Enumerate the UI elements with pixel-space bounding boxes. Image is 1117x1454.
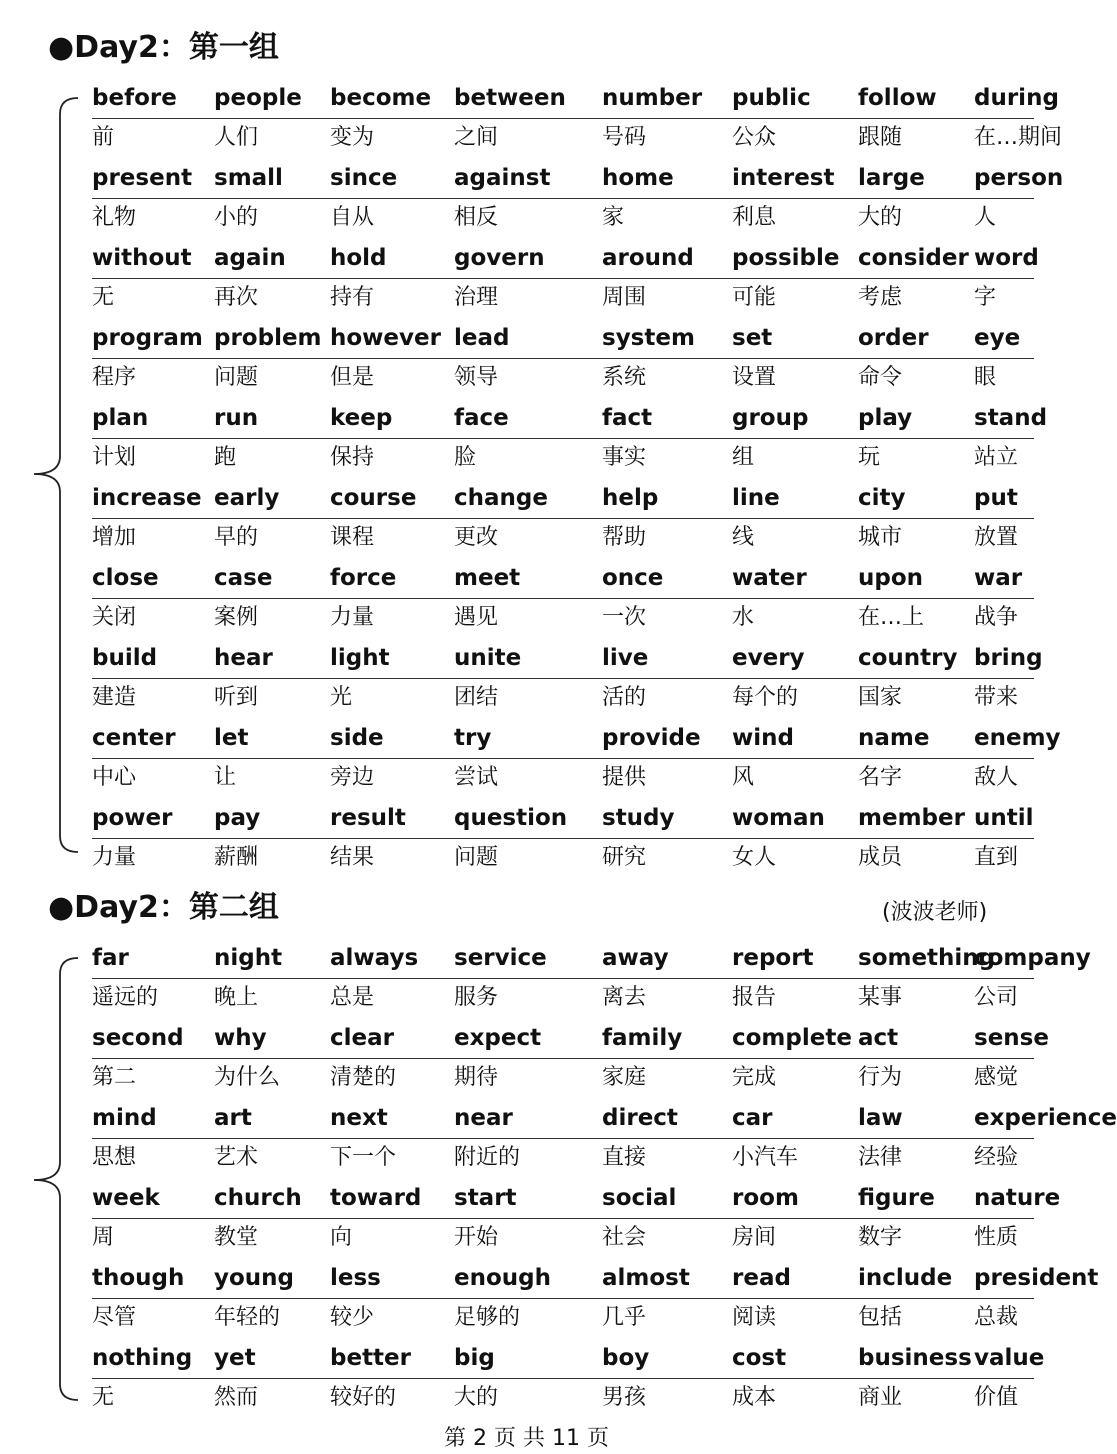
chinese-meaning: 案例 [214, 605, 259, 630]
english-word: possible [732, 245, 840, 271]
chinese-meaning: 然而 [214, 1385, 259, 1410]
chinese-meaning: 团结 [454, 685, 499, 710]
english-word: live [602, 645, 649, 671]
english-word: art [214, 1105, 252, 1131]
chinese-meaning: 人 [974, 205, 997, 230]
english-word: name [858, 725, 930, 751]
chinese-meaning: 在…上 [858, 605, 925, 630]
chinese-meaning: 水 [732, 605, 755, 630]
english-word: family [602, 1025, 683, 1051]
english-word: set [732, 325, 773, 351]
chinese-meaning: 大的 [858, 205, 903, 230]
chinese-meaning: 感觉 [974, 1065, 1019, 1090]
chinese-meaning: 尝试 [454, 765, 499, 790]
chinese-meaning: 一次 [602, 605, 647, 630]
english-word: since [330, 165, 398, 191]
english-word: case [214, 565, 273, 591]
english-word: read [732, 1265, 791, 1291]
chinese-meaning: 艺术 [214, 1145, 259, 1170]
english-word: upon [858, 565, 924, 591]
english-word-row [92, 798, 1034, 839]
chinese-meaning: 考虑 [858, 285, 903, 310]
chinese-meaning: 家 [602, 205, 625, 230]
english-word: people [214, 85, 302, 111]
english-word: room [732, 1185, 799, 1211]
english-word: play [858, 405, 913, 431]
chinese-meaning: 计划 [92, 445, 137, 470]
chinese-meaning-row [92, 1298, 1034, 1338]
english-word: word [974, 245, 1039, 271]
english-word: figure [858, 1185, 935, 1211]
english-word: yet [214, 1345, 256, 1371]
english-word: put [974, 485, 1018, 511]
english-word: provide [602, 725, 701, 751]
chinese-meaning: 尽管 [92, 1305, 137, 1330]
group1-brace-icon [28, 96, 88, 856]
english-word: line [732, 485, 780, 511]
chinese-meaning: 更改 [454, 525, 499, 550]
chinese-meaning: 自从 [330, 205, 375, 230]
chinese-meaning: 脸 [454, 445, 477, 470]
english-word: early [214, 485, 280, 511]
english-word: always [330, 945, 419, 971]
chinese-meaning: 女人 [732, 845, 777, 870]
chinese-meaning: 跑 [214, 445, 237, 470]
english-word: side [330, 725, 384, 751]
chinese-meaning: 男孩 [602, 1385, 647, 1410]
chinese-meaning: 报告 [732, 985, 777, 1010]
english-word: night [214, 945, 283, 971]
chinese-meaning: 组 [732, 445, 755, 470]
english-word: group [732, 405, 809, 431]
chinese-meaning: 前 [92, 125, 115, 150]
chinese-meaning: 经验 [974, 1145, 1019, 1170]
chinese-meaning: 提供 [602, 765, 647, 790]
chinese-meaning: 完成 [732, 1065, 777, 1090]
english-word: face [454, 405, 509, 431]
chinese-meaning: 相反 [454, 205, 499, 230]
chinese-meaning: 行为 [858, 1065, 903, 1090]
chinese-meaning-row [92, 1058, 1034, 1098]
english-word: enemy [974, 725, 1061, 751]
english-word: number [602, 85, 703, 111]
chinese-meaning: 让 [214, 765, 237, 790]
english-word: away [602, 945, 669, 971]
english-word: system [602, 325, 695, 351]
english-word: consider [858, 245, 969, 271]
english-word: build [92, 645, 158, 671]
english-word-row [92, 318, 1034, 359]
english-word: present [92, 165, 193, 191]
chinese-meaning: 问题 [214, 365, 259, 390]
chinese-meaning: 遇见 [454, 605, 499, 630]
chinese-meaning: 再次 [214, 285, 259, 310]
english-word: close [92, 565, 159, 591]
english-word: public [732, 85, 811, 111]
chinese-meaning-row [92, 518, 1034, 558]
chinese-meaning: 年轻的 [214, 1305, 281, 1330]
english-word: course [330, 485, 417, 511]
chinese-meaning: 思想 [92, 1145, 137, 1170]
chinese-meaning: 礼物 [92, 205, 137, 230]
chinese-meaning: 期待 [454, 1065, 499, 1090]
english-word: increase [92, 485, 202, 511]
chinese-meaning: 国家 [858, 685, 903, 710]
chinese-meaning: 之间 [454, 125, 499, 150]
chinese-meaning: 人们 [214, 125, 259, 150]
chinese-meaning: 数字 [858, 1225, 903, 1250]
chinese-meaning: 价值 [974, 1385, 1019, 1410]
english-word: against [454, 165, 551, 191]
chinese-meaning: 研究 [602, 845, 647, 870]
english-word: without [92, 245, 192, 271]
english-word-row [92, 1338, 1045, 1379]
chinese-meaning: 早的 [214, 525, 259, 550]
chinese-meaning: 战争 [974, 605, 1019, 630]
english-word-row [92, 1258, 1099, 1299]
english-word: enough [454, 1265, 551, 1291]
chinese-meaning: 增加 [92, 525, 137, 550]
chinese-meaning: 小汽车 [732, 1145, 799, 1170]
english-word: force [330, 565, 397, 591]
english-word: start [454, 1185, 517, 1211]
chinese-meaning-row [92, 118, 1063, 158]
chinese-meaning: 性质 [974, 1225, 1019, 1250]
english-word: though [92, 1265, 185, 1291]
english-word: service [454, 945, 547, 971]
chinese-meaning: 周 [92, 1225, 115, 1250]
chinese-meaning-row [92, 598, 1034, 638]
chinese-meaning: 成员 [858, 845, 903, 870]
chinese-meaning: 保持 [330, 445, 375, 470]
english-word: meet [454, 565, 521, 591]
chinese-meaning: 成本 [732, 1385, 777, 1410]
chinese-meaning: 利息 [732, 205, 777, 230]
english-word: become [330, 85, 432, 111]
english-word: car [732, 1105, 773, 1131]
english-word: next [330, 1105, 388, 1131]
chinese-meaning: 站立 [974, 445, 1019, 470]
chinese-meaning-row [92, 358, 1034, 398]
english-word: expect [454, 1025, 542, 1051]
english-word: water [732, 565, 807, 591]
chinese-meaning: 较好的 [330, 1385, 397, 1410]
chinese-meaning: 力量 [92, 845, 137, 870]
english-word: mind [92, 1105, 157, 1131]
english-word: plan [92, 405, 149, 431]
chinese-meaning: 玩 [858, 445, 881, 470]
english-word: nothing [92, 1345, 193, 1371]
english-word: let [214, 725, 249, 751]
english-word: direct [602, 1105, 678, 1131]
chinese-meaning: 几乎 [602, 1305, 647, 1330]
english-word: follow [858, 85, 937, 111]
english-word: sense [974, 1025, 1049, 1051]
english-word: war [974, 565, 1023, 591]
chinese-meaning: 为什么 [214, 1065, 281, 1090]
english-word: business [858, 1345, 972, 1371]
chinese-meaning: 建造 [92, 685, 137, 710]
english-word: far [92, 945, 129, 971]
author-note: (波波老师) [882, 900, 988, 925]
english-word: young [214, 1265, 295, 1291]
english-word: help [602, 485, 659, 511]
english-word: president [974, 1265, 1099, 1291]
chinese-meaning: 第二 [92, 1065, 137, 1090]
chinese-meaning: 遥远的 [92, 985, 159, 1010]
chinese-meaning: 命令 [858, 365, 903, 390]
english-word-row [92, 398, 1048, 439]
english-word: try [454, 725, 492, 751]
chinese-meaning: 力量 [330, 605, 375, 630]
english-word: cost [732, 1345, 787, 1371]
english-word: person [974, 165, 1064, 191]
chinese-meaning: 直到 [974, 845, 1019, 870]
english-word: question [454, 805, 568, 831]
english-word: act [858, 1025, 899, 1051]
chinese-meaning: 名字 [858, 765, 903, 790]
english-word: boy [602, 1345, 650, 1371]
chinese-meaning: 城市 [858, 525, 903, 550]
chinese-meaning: 风 [732, 765, 755, 790]
chinese-meaning: 中心 [92, 765, 137, 790]
chinese-meaning: 小的 [214, 205, 259, 230]
chinese-meaning: 字 [974, 285, 997, 310]
chinese-meaning: 周围 [602, 285, 647, 310]
chinese-meaning: 较少 [330, 1305, 375, 1330]
english-word: center [92, 725, 176, 751]
english-word: before [92, 85, 177, 111]
english-word: study [602, 805, 675, 831]
english-word: until [974, 805, 1034, 831]
chinese-meaning: 持有 [330, 285, 375, 310]
chinese-meaning: 放置 [974, 525, 1019, 550]
chinese-meaning: 某事 [858, 985, 903, 1010]
chinese-meaning: 课程 [330, 525, 375, 550]
chinese-meaning-row [92, 838, 1034, 878]
english-word-row [92, 158, 1064, 199]
english-word: large [858, 165, 925, 191]
chinese-meaning: 服务 [454, 985, 499, 1010]
english-word-row [92, 718, 1061, 759]
english-word: eye [974, 325, 1021, 351]
english-word: big [454, 1345, 495, 1371]
chinese-meaning: 向 [330, 1225, 353, 1250]
chinese-meaning: 下一个 [330, 1145, 397, 1170]
english-word: pay [214, 805, 261, 831]
english-word: wind [732, 725, 794, 751]
english-word-row [92, 1098, 1117, 1139]
chinese-meaning: 总裁 [974, 1305, 1019, 1330]
english-word: nature [974, 1185, 1061, 1211]
english-word: second [92, 1025, 184, 1051]
english-word: better [330, 1345, 411, 1371]
english-word: less [330, 1265, 381, 1291]
english-word: almost [602, 1265, 690, 1291]
chinese-meaning: 旁边 [330, 765, 375, 790]
chinese-meaning: 公众 [732, 125, 777, 150]
chinese-meaning: 薪酬 [214, 845, 259, 870]
english-word: company [974, 945, 1091, 971]
english-word: value [974, 1345, 1045, 1371]
group1-heading: ●Day2：第一组 [48, 30, 279, 65]
chinese-meaning: 包括 [858, 1305, 903, 1330]
chinese-meaning: 听到 [214, 685, 259, 710]
chinese-meaning: 眼 [974, 365, 997, 390]
english-word: interest [732, 165, 835, 191]
chinese-meaning: 领导 [454, 365, 499, 390]
chinese-meaning-row [92, 278, 1034, 318]
chinese-meaning: 法律 [858, 1145, 903, 1170]
chinese-meaning: 大的 [454, 1385, 499, 1410]
english-word-row [92, 638, 1043, 679]
english-word: change [454, 485, 548, 511]
english-word: power [92, 805, 173, 831]
english-word: country [858, 645, 958, 671]
english-word-row [92, 478, 1034, 519]
chinese-meaning: 问题 [454, 845, 499, 870]
english-word: program [92, 325, 203, 351]
english-word: social [602, 1185, 677, 1211]
chinese-meaning: 关闭 [92, 605, 137, 630]
english-word: small [214, 165, 283, 191]
english-word: member [858, 805, 965, 831]
chinese-meaning-row [92, 758, 1034, 798]
chinese-meaning: 在…期间 [974, 125, 1063, 150]
english-word: order [858, 325, 929, 351]
chinese-meaning: 足够的 [454, 1305, 521, 1330]
chinese-meaning: 变为 [330, 125, 375, 150]
chinese-meaning-row [92, 438, 1034, 478]
english-word: problem [214, 325, 322, 351]
english-word: result [330, 805, 406, 831]
english-word-row [92, 1018, 1049, 1059]
chinese-meaning: 每个的 [732, 685, 799, 710]
english-word: home [602, 165, 674, 191]
chinese-meaning: 无 [92, 285, 115, 310]
chinese-meaning: 治理 [454, 285, 499, 310]
english-word: week [92, 1185, 160, 1211]
english-word: toward [330, 1185, 422, 1211]
english-word: around [602, 245, 694, 271]
group2-brace-icon [28, 956, 88, 1406]
chinese-meaning: 事实 [602, 445, 647, 470]
chinese-meaning: 设置 [732, 365, 777, 390]
chinese-meaning: 跟随 [858, 125, 903, 150]
english-word: during [974, 85, 1059, 111]
chinese-meaning: 帮助 [602, 525, 647, 550]
chinese-meaning: 线 [732, 525, 755, 550]
chinese-meaning: 光 [330, 685, 353, 710]
chinese-meaning: 开始 [454, 1225, 499, 1250]
chinese-meaning: 但是 [330, 365, 375, 390]
english-word-row [92, 558, 1034, 599]
english-word-row [92, 1178, 1061, 1219]
english-word: once [602, 565, 664, 591]
chinese-meaning-row [92, 1378, 1034, 1418]
chinese-meaning: 号码 [602, 125, 647, 150]
english-word: woman [732, 805, 825, 831]
chinese-meaning: 敌人 [974, 765, 1019, 790]
chinese-meaning: 清楚的 [330, 1065, 397, 1090]
chinese-meaning-row [92, 678, 1034, 718]
english-word: hear [214, 645, 273, 671]
english-word: city [858, 485, 906, 511]
english-word: law [858, 1105, 903, 1131]
chinese-meaning-row [92, 978, 1034, 1018]
english-word-row [92, 938, 1091, 979]
english-word: include [858, 1265, 953, 1291]
chinese-meaning: 附近的 [454, 1145, 521, 1170]
chinese-meaning: 社会 [602, 1225, 647, 1250]
chinese-meaning: 房间 [732, 1225, 777, 1250]
english-word-row [92, 238, 1039, 279]
chinese-meaning: 教堂 [214, 1225, 259, 1250]
english-word: stand [974, 405, 1048, 431]
english-word: between [454, 85, 566, 111]
chinese-meaning: 公司 [974, 985, 1019, 1010]
chinese-meaning: 直接 [602, 1145, 647, 1170]
english-word: experience [974, 1105, 1117, 1131]
chinese-meaning: 程序 [92, 365, 137, 390]
chinese-meaning: 带来 [974, 685, 1019, 710]
english-word: lead [454, 325, 510, 351]
english-word: why [214, 1025, 267, 1051]
chinese-meaning: 无 [92, 1385, 115, 1410]
chinese-meaning: 家庭 [602, 1065, 647, 1090]
english-word: fact [602, 405, 653, 431]
english-word: clear [330, 1025, 394, 1051]
chinese-meaning-row [92, 198, 1034, 238]
chinese-meaning: 阅读 [732, 1305, 777, 1330]
english-word: again [214, 245, 286, 271]
english-word: report [732, 945, 814, 971]
english-word: complete [732, 1025, 852, 1051]
chinese-meaning: 总是 [330, 985, 375, 1010]
english-word: run [214, 405, 259, 431]
page-footer: 第 2 页 共 11 页 [444, 1426, 609, 1451]
english-word: something [858, 945, 996, 971]
chinese-meaning: 结果 [330, 845, 375, 870]
english-word: near [454, 1105, 513, 1131]
english-word: keep [330, 405, 393, 431]
chinese-meaning: 活的 [602, 685, 647, 710]
english-word: bring [974, 645, 1043, 671]
chinese-meaning-row [92, 1218, 1034, 1258]
chinese-meaning: 离去 [602, 985, 647, 1010]
chinese-meaning: 系统 [602, 365, 647, 390]
chinese-meaning: 可能 [732, 285, 777, 310]
english-word: every [732, 645, 805, 671]
chinese-meaning-row [92, 1138, 1034, 1178]
english-word: however [330, 325, 441, 351]
english-word: unite [454, 645, 522, 671]
chinese-meaning: 晚上 [214, 985, 259, 1010]
english-word: church [214, 1185, 302, 1211]
chinese-meaning: 商业 [858, 1385, 903, 1410]
english-word: hold [330, 245, 387, 271]
english-word: govern [454, 245, 545, 271]
english-word: light [330, 645, 390, 671]
english-word-row [92, 78, 1059, 119]
group2-heading: ●Day2：第二组 [48, 890, 279, 925]
